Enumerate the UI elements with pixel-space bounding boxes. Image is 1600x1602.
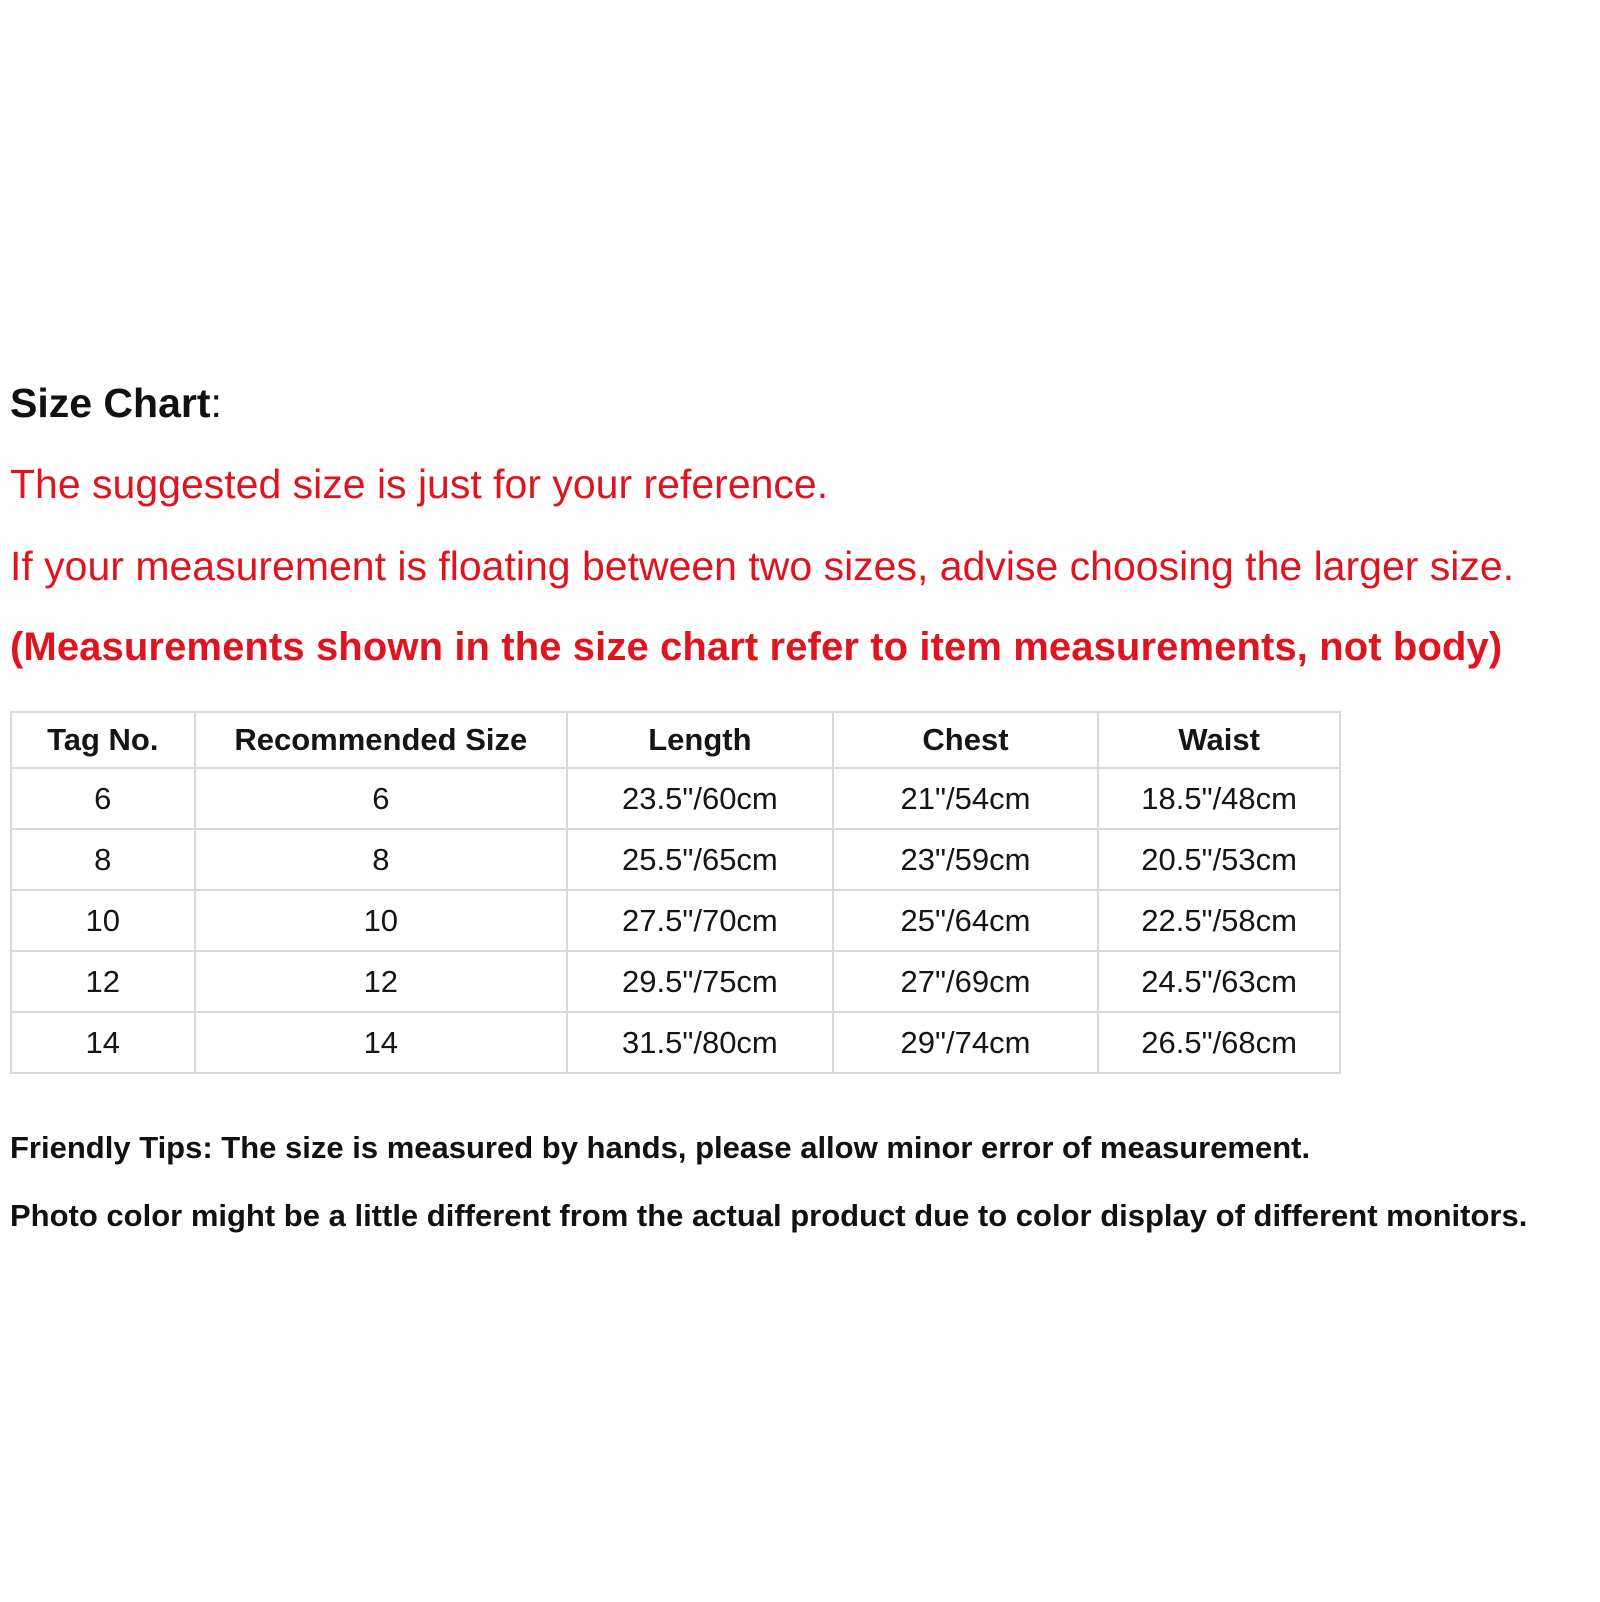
- header-recommended-size: Recommended Size: [195, 712, 568, 768]
- table-row: [11, 829, 1340, 890]
- size-table: [10, 711, 1341, 1074]
- cell-tag-no: 12: [11, 951, 195, 1012]
- header-length: Length: [567, 712, 833, 768]
- cell-chest: 27"/69cm: [833, 951, 1099, 1012]
- measurement-tip: Friendly Tips: The size is measured by hands, please allow minor error of measurement.: [10, 1130, 1311, 1165]
- header-waist: Waist: [1098, 712, 1340, 768]
- header-chest: Chest: [833, 712, 1099, 768]
- item-measurement-note: (Measurements shown in the size chart refer to item measurements, not body): [10, 625, 1503, 669]
- cell-recommended-size: 14: [195, 1012, 568, 1073]
- cell-length: 31.5"/80cm: [567, 1012, 833, 1073]
- page-title: [10, 378, 1595, 428]
- cell-recommended-size: 12: [195, 951, 568, 1012]
- cell-recommended-size: 8: [195, 829, 568, 890]
- photo-color-tip: Photo color might be a little different from the actual product due to color display of different monitors.: [10, 1198, 1528, 1233]
- cell-chest: 21"/54cm: [833, 768, 1099, 829]
- cell-chest: 25"/64cm: [833, 890, 1099, 951]
- larger-size-advice: If your measurement is floating between two sizes, advise choosing the larger size.: [10, 543, 1515, 589]
- cell-length: 29.5"/75cm: [567, 951, 833, 1012]
- cell-chest: 29"/74cm: [833, 1012, 1099, 1073]
- cell-tag-no: 14: [11, 1012, 195, 1073]
- cell-waist: 24.5"/63cm: [1098, 951, 1340, 1012]
- table-row: [11, 951, 1340, 1012]
- reference-note: The suggested size is just for your reference.: [10, 461, 829, 507]
- cell-chest: 23"/59cm: [833, 829, 1099, 890]
- header-tag-no: Tag No.: [11, 712, 195, 768]
- cell-recommended-size: 6: [195, 768, 568, 829]
- cell-tag-no: 6: [11, 768, 195, 829]
- friendly-tips: [10, 1128, 1595, 1236]
- cell-waist: 18.5"/48cm: [1098, 768, 1340, 829]
- cell-waist: 26.5"/68cm: [1098, 1012, 1340, 1073]
- cell-length: 23.5"/60cm: [567, 768, 833, 829]
- cell-tag-no: 8: [11, 829, 195, 890]
- cell-length: 25.5"/65cm: [567, 829, 833, 890]
- cell-recommended-size: 10: [195, 890, 568, 951]
- cell-waist: 22.5"/58cm: [1098, 890, 1340, 951]
- table-row: [11, 768, 1340, 829]
- size-chart-header: [10, 378, 1595, 672]
- table-row: [11, 890, 1340, 951]
- table-row: [11, 1012, 1340, 1073]
- title-text: Size Chart: [10, 380, 211, 426]
- title-colon: :: [210, 380, 222, 426]
- cell-tag-no: 10: [11, 890, 195, 951]
- table-header-row: [11, 712, 1340, 768]
- cell-waist: 20.5"/53cm: [1098, 829, 1340, 890]
- cell-length: 27.5"/70cm: [567, 890, 833, 951]
